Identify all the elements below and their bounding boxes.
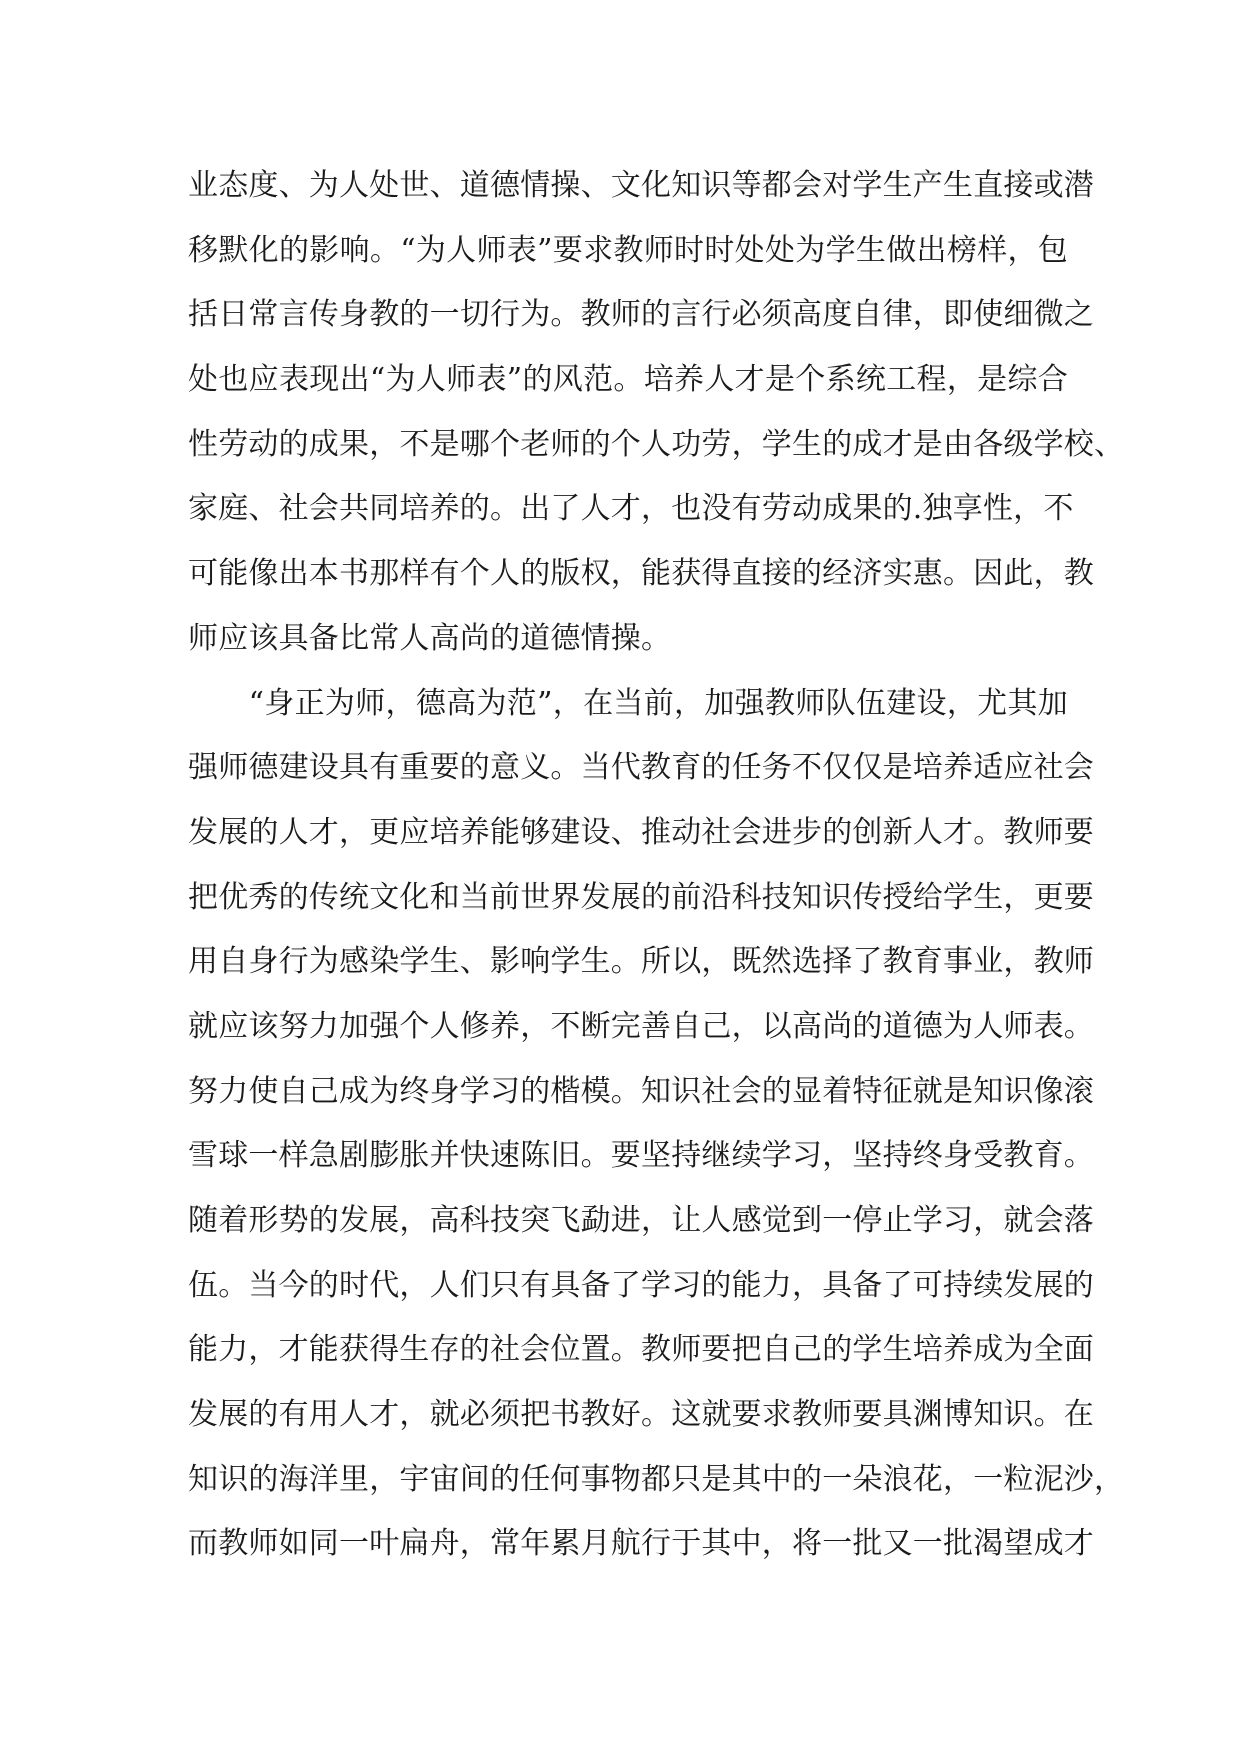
text-line: 发展的有用人才，就必须把书教好。这就要求教师要具渊博知识。在 <box>188 1397 1094 1433</box>
text-line: 性劳动的成果，不是哪个老师的个人功劳，学生的成才是由各级学校、 <box>188 426 1125 462</box>
text-line: 处也应表现出“为人师表”的风范。培养人才是个系统工程，是综合 <box>188 362 1068 398</box>
text-line: 用自身行为感染学生、影响学生。所以，既然选择了教育事业，教师 <box>188 944 1094 980</box>
text-line: 知识的海洋里，宇宙间的任何事物都只是其中的一朵浪花，一粒泥沙， <box>188 1461 1125 1497</box>
text-line: 家庭、社会共同培养的。出了人才，也没有劳动成果的.独享性，不 <box>188 491 1074 527</box>
text-line: 而教师如同一叶扁舟，常年累月航行于其中，将一批又一批渴望成才 <box>188 1526 1094 1562</box>
text-line: 把优秀的传统文化和当前世界发展的前沿科技知识传授给学生，更要 <box>188 879 1094 915</box>
text-line: 移默化的影响。“为人师表”要求教师时时处处为学生做出榜样，包 <box>188 232 1068 268</box>
text-line: 强师德建设具有重要的意义。当代教育的任务不仅仅是培养适应社会 <box>188 750 1094 786</box>
paragraph-start-line: “身正为师，德高为范”，在当前，加强教师队伍建设，尤其加 <box>188 685 1068 721</box>
text-line: 括日常言传身教的一切行为。教师的言行必须高度自律，即使细微之 <box>188 297 1094 333</box>
text-line: 就应该努力加强个人修养，不断完善自己，以高尚的道德为人师表。 <box>188 1008 1094 1044</box>
text-line: 雪球一样急剧膨胀并快速陈旧。要坚持继续学习，坚持终身受教育。 <box>188 1138 1094 1174</box>
text-line: 能力，才能获得生存的社会位置。教师要把自己的学生培养成为全面 <box>188 1332 1094 1368</box>
body-text <box>188 154 1125 1577</box>
text-line: 随着形势的发展，高科技突飞勐进，让人感觉到一停止学习，就会落 <box>188 1203 1094 1238</box>
text-line: 业态度、为人处世、道德情操、文化知识等都会对学生产生直接或潜 <box>188 168 1094 203</box>
paragraph-end-line: 师应该具备比常人高尚的道德情操。 <box>188 620 672 656</box>
text-line: 发展的人才，更应培养能够建设、推动社会进步的创新人才。教师要 <box>188 814 1094 850</box>
text-line: 可能像出本书那样有个人的版权，能获得直接的经济实惠。因此，教 <box>188 556 1094 592</box>
text-line: 努力使自己成为终身学习的楷模。知识社会的显着特征就是知识像滚 <box>188 1073 1094 1109</box>
text-line: 伍。当今的时代，人们只有具备了学习的能力，具备了可持续发展的 <box>188 1267 1094 1303</box>
